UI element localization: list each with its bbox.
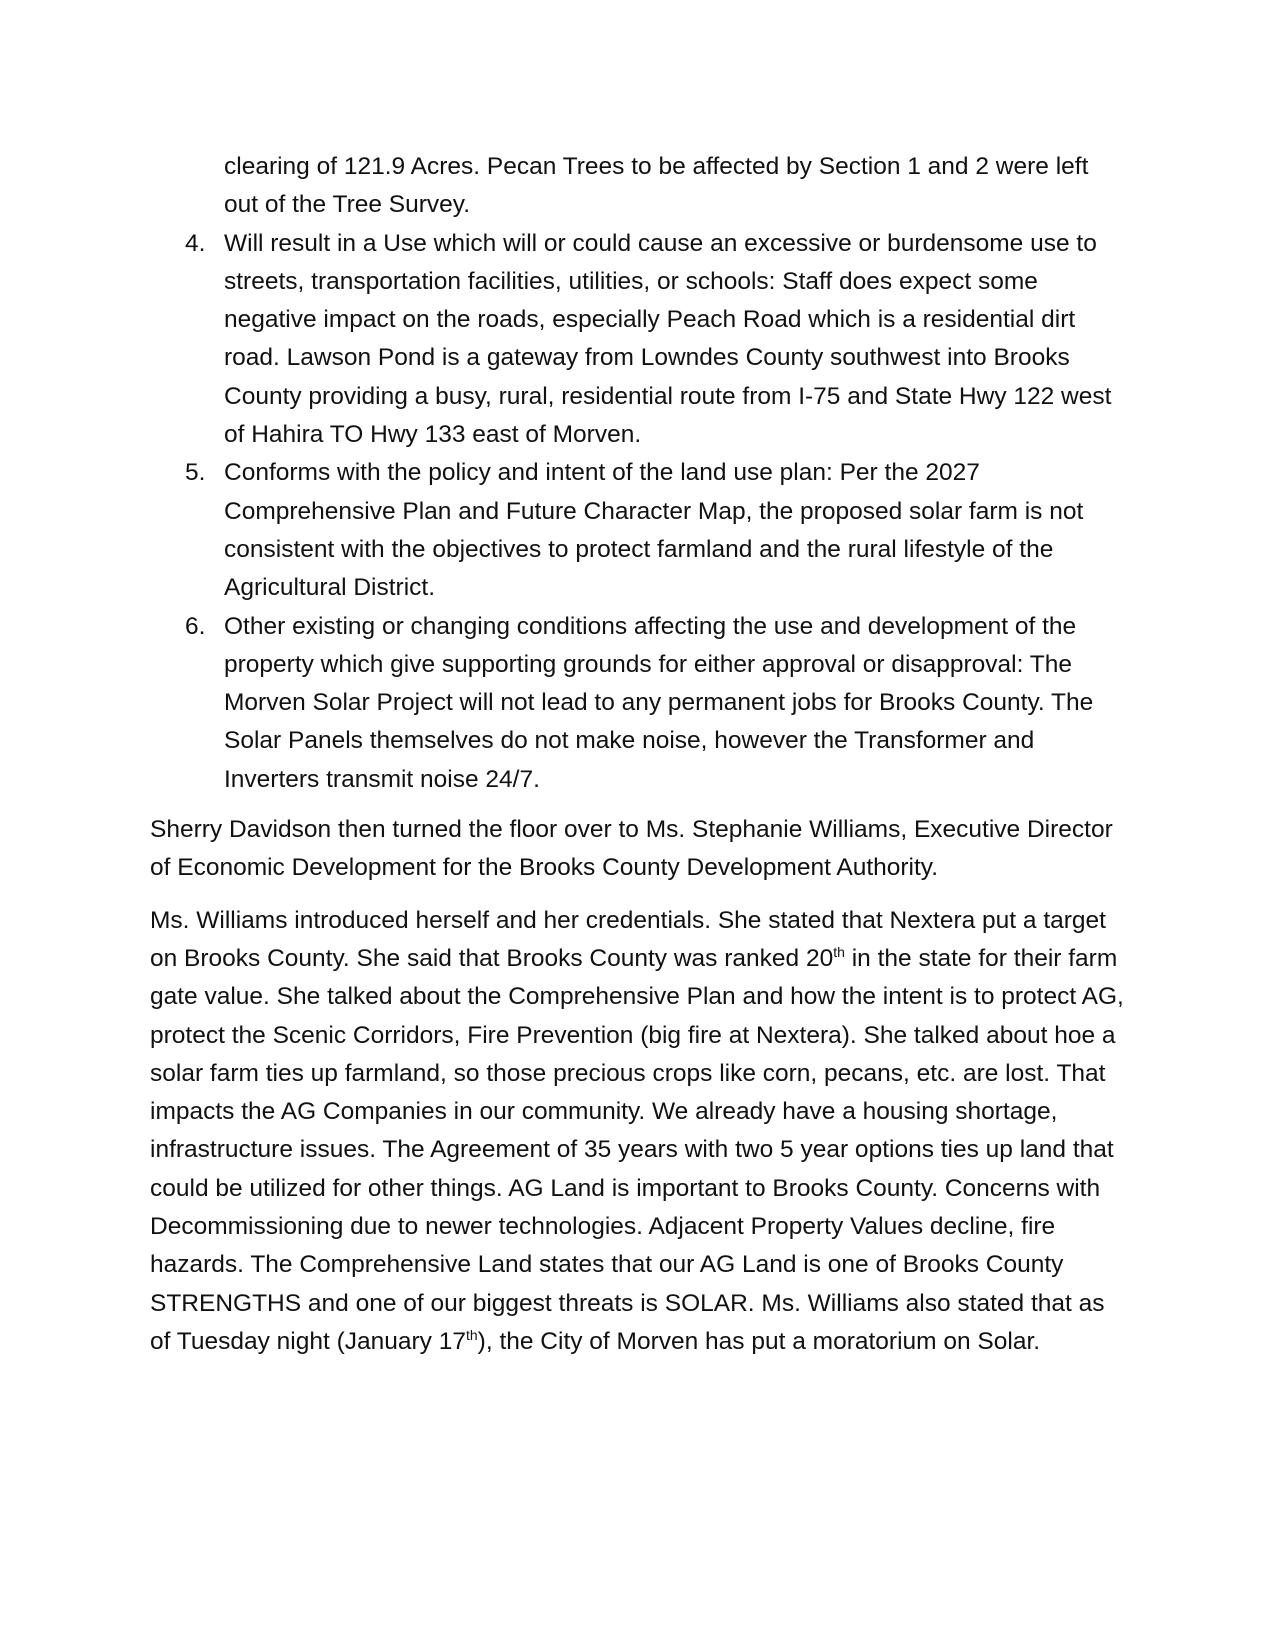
ordinal-superscript: th bbox=[833, 943, 845, 960]
list-item bbox=[150, 225, 1125, 455]
list-item bbox=[150, 454, 1125, 607]
list-item bbox=[150, 608, 1125, 799]
paragraph-floor-turnover: Sherry Davidson then turned the floor over to Ms. Stephanie Williams, Executive Director of Economic Development for the Brooks County Development Authority. bbox=[150, 816, 1113, 882]
list-item-number: 4. bbox=[185, 229, 206, 257]
list-item-number: 5. bbox=[185, 459, 206, 487]
list-continuation-text: clearing of 121.9 Acres. Pecan Trees to be affected by Section 1 and 2 were left out of the Tree Survey. bbox=[224, 153, 1089, 219]
list-item-number: 6. bbox=[185, 612, 206, 640]
list-item-text: Conforms with the policy and intent of the land use plan: Per the 2027 Comprehensive Plan and Future Character Map, the proposed solar farm is not consistent with the objectives to protect farmland and the rural lifestyle of the Agricultural District. bbox=[224, 459, 1084, 602]
paragraph-text-part: in the state for their farm gate value. She talked about the Comprehensive Plan and how the intent is to protect AG, protect the Scenic Corridors, Fire Prevention (big fire at Nextera). She talked about hoe a solar farm ties up farmland, so those precious crops like corn, pecans, etc. are lost. That impacts the AG Companies in our community. We already have a housing shortage, infrastructure issues. The Agreement of 35 years with two 5 year options ties up land that could be utilized for other things. AG Land is important to Brooks County. Concerns with Decommissioning due to newer technologies. Adjacent Property Values decline, fire hazards. The Comprehensive Land states that our AG Land is one of Brooks County STRENGTHS and one of our biggest threats is SOLAR. Ms. Williams also stated that as of Tuesday night (January 17 bbox=[150, 944, 1124, 1355]
criteria-list bbox=[150, 225, 1125, 799]
paragraph-text-part: Ms. Williams introduced herself and her credentials. She stated that Nextera put a target on Brooks County. She said that Brooks County was ranked 20 bbox=[150, 906, 1106, 972]
paragraph-text-part: ), the City of Morven has put a moratorium on Solar. bbox=[477, 1327, 1041, 1355]
document-body bbox=[150, 148, 1125, 1361]
list-item-text: Will result in a Use which will or could cause an excessive or burdensome use to streets, transportation facilities, utilities, or schools: Staff does expect some negative impact on the roads, especially Peach Road which is a residential dirt road. Lawson Pond is a gateway from Lowndes County southwest into Brooks County providing a busy, rural, residential route from I-75 and State Hwy 122 west of Hahira TO Hwy 133 east of Morven. bbox=[224, 229, 1112, 449]
paragraph-williams-statement bbox=[150, 902, 1125, 1362]
ordinal-superscript: th bbox=[465, 1326, 478, 1343]
list-item-text: Other existing or changing conditions affecting the use and development of the property which give supporting grounds for either approval or disapproval: The Morven Solar Project will not lead to any permanent jobs for Brooks County. The Solar Panels themselves do not make noise, however the Transformer and Inverters transmit noise 24/7. bbox=[224, 612, 1094, 793]
